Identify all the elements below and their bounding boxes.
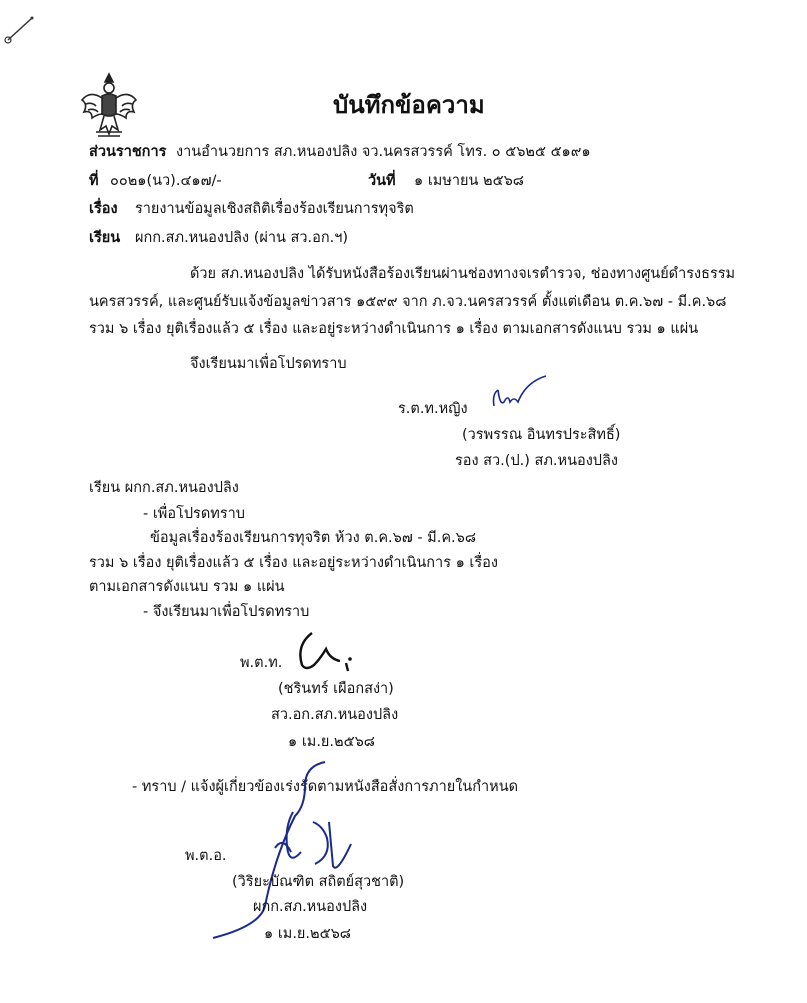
signer3-name: (วิริยะบัณฑิต สถิตย์สุวชาติ)	[232, 874, 405, 890]
doc-number-value: ๐๐๒๑(นว).๔๑๗/-	[110, 173, 222, 189]
agency-label: ส่วนราชการ	[89, 144, 167, 160]
body-closing: จึงเรียนมาเพื่อโปรดทราบ	[190, 356, 347, 372]
corner-mark-icon	[2, 12, 38, 48]
endorsement1-line-5: - จึงเรียนมาเพื่อโปรดทราบ	[143, 604, 310, 620]
endorsement1-addressee: เรียน ผกก.สภ.หนองปลิง	[89, 480, 239, 496]
signer2-rank: พ.ต.ท.	[240, 655, 283, 671]
garuda-emblem-icon	[78, 70, 140, 140]
body-line-2: นครสวรรค์, และศูนย์รับแจ้งข้อมูลข่าวสาร ๑๕๙๙ จาก ภ.จว.นครสวรรค์ ตั้งแต่เดือน ต.ค.๖๗ - มี.ค.๖๘	[89, 294, 727, 310]
addressee-value: ผกก.สภ.หนองปลิง (ผ่าน สว.อก.ฯ)	[135, 230, 349, 246]
signer1-position: รอง สว.(ป.) สภ.หนองปลิง	[455, 453, 618, 469]
body-line-3: รวม ๖ เรื่อง ยุติเรื่องแล้ว ๕ เรื่อง และอยู่ระหว่างดำเนินการ ๑ เรื่อง ตามเอกสารดังแนบ รวม ๑ แผ่น	[89, 321, 699, 337]
subject-label: เรื่อง	[89, 201, 118, 217]
signer3-rank: พ.ต.อ.	[185, 848, 227, 864]
signer3-position: ผกก.สภ.หนองปลิง	[253, 899, 368, 915]
subject-value: รายงานข้อมูลเชิงสถิติเรื่องร้องเรียนการทุจริต	[135, 201, 414, 217]
signature3-mark	[205, 756, 368, 946]
signer1-name: (วรพรรณ อินทรประสิทธิ์)	[462, 427, 621, 443]
doc-number-label: ที่	[89, 173, 99, 189]
signature2-mark	[290, 625, 360, 675]
signer3-date: ๑ เม.ย.๒๕๖๘	[264, 926, 351, 942]
agency-value: งานอำนวยการ สภ.หนองปลิง จว.นครสวรรค์ โทร. ๐ ๕๖๒๕ ๕๑๙๑	[176, 144, 591, 160]
signer2-name: (ชรินทร์ เผือกสง่า)	[278, 681, 394, 697]
body-line-1: ด้วย สภ.หนองปลิง ได้รับหนังสือร้องเรียนผ่านช่องทางจเรตำรวจ, ช่องทางศูนย์ดำรงธรรม	[190, 266, 736, 282]
memo-title: บันทึกข้อความ	[333, 91, 485, 119]
endorsement1-line-1: - เพื่อโปรดทราบ	[143, 506, 245, 522]
date-value: ๑ เมษายน ๒๕๖๘	[414, 173, 524, 189]
endorsement1-line-2: ข้อมูลเรื่องร้องเรียนการทุจริต ห้วง ต.ค.๖๗ - มี.ค.๖๘	[150, 530, 477, 546]
addressee-label: เรียน	[89, 230, 121, 246]
signature1-mark	[486, 372, 556, 420]
order-text: - ทราบ / แจ้งผู้เกี่ยวข้องเร่งรัดตามหนังสือสั่งการภายในกำหนด	[132, 779, 519, 795]
endorsement1-line-4: ตามเอกสารดังแนบ รวม ๑ แผ่น	[89, 579, 285, 595]
date-label: วันที่	[368, 173, 396, 189]
signer1-rank: ร.ต.ท.หญิง	[398, 401, 468, 417]
signer2-date: ๑ เม.ย.๒๕๖๘	[288, 734, 375, 750]
signer2-position: สว.อก.สภ.หนองปลิง	[271, 707, 399, 723]
endorsement1-line-3: รวม ๖ เรื่อง ยุติเรื่องแล้ว ๕ เรื่อง และอยู่ระหว่างดำเนินการ ๑ เรื่อง	[89, 555, 498, 571]
